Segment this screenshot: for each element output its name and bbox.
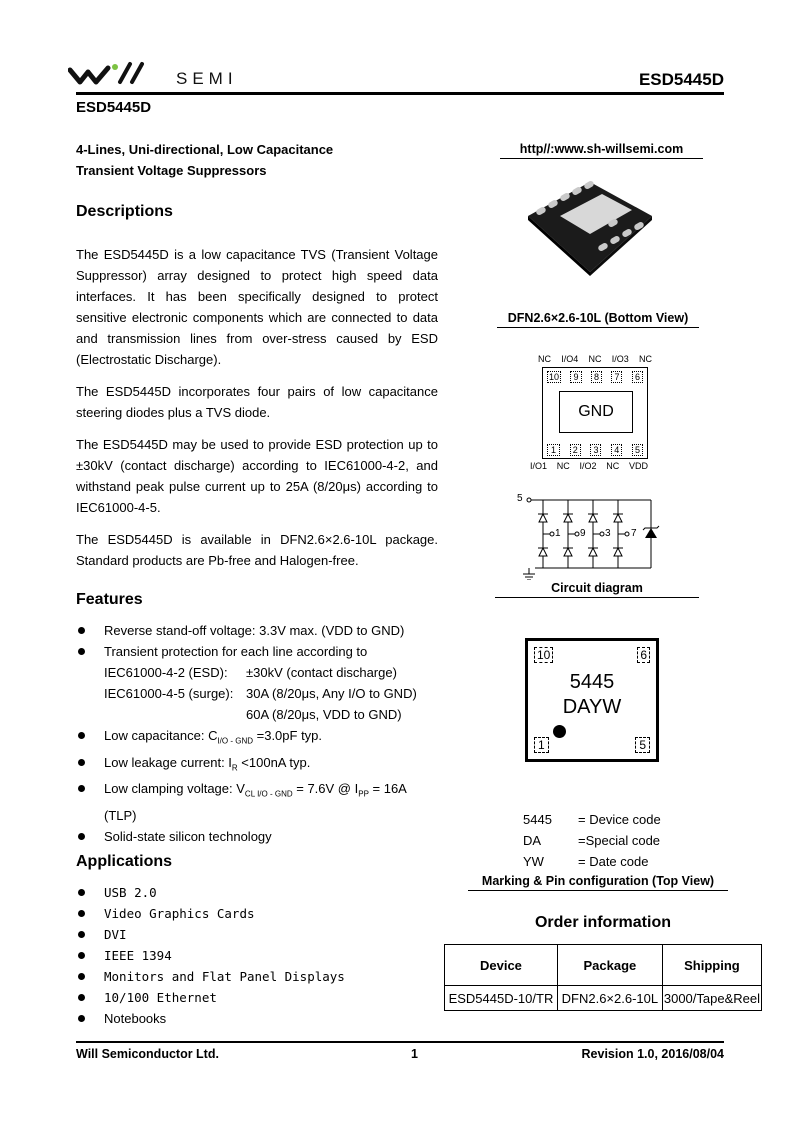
circuit-diagram [515,490,665,580]
pad-number: 6 [632,371,643,383]
marking-pin6: 6 [637,647,650,663]
gnd-label: GND [578,403,614,420]
pinout-bottom-labels [530,461,648,471]
list-item: Low clamping voltage: $V_{CL I/O - GND} = 7.6V$ @ $I_{PP} = 16A$ (TLP) [76,778,440,826]
legend-row: DA =Special code [523,833,661,848]
table-cell: ESD5445D-10/TR [445,986,558,1011]
list-item: IEEE 1394 [76,945,440,966]
pin1-dot [553,725,566,738]
marking-pin10: 10 [534,647,553,663]
pad-number: 5 [632,444,643,456]
pin-label: NC [638,354,652,364]
gnd-pad [559,391,633,433]
pin-label: NC [588,354,602,364]
column-header: Shipping [662,945,761,986]
header-part-number: ESD5445D [638,70,724,89]
list-item: Transient protection for each line according to IEC61000-4-2 (ESD): ±30kV (contact discharge) IEC61000-4-5 (surge): 30A (8/20μs, Any I/O to GND) 60A (8/20μs, VDD to GND) [76,641,440,725]
circuit-caption: Circuit diagram [495,581,699,598]
table-cell: DFN2.6×2.6-10L [557,986,662,1011]
applications-heading: Applications [76,853,173,870]
pin-label: I/O2 [579,461,597,471]
features-list [76,620,440,847]
package-caption: DFN2.6×2.6-10L (Bottom View) [497,311,699,328]
descriptions-body [76,244,438,571]
marking-legend [523,809,661,872]
circuit-label-7: 7 [631,528,637,539]
pinout-top-labels [538,354,652,364]
description-paragraph: The ESD5445D is a low capacitance TVS (Transient Voltage Suppressor) array designed to protect high speed data interfaces. It has been specifically designed to protect sensitive electronic components which are connected to data and transmission lines from over-stress caused by ESD (Electrostatic Discharge). [76,247,438,367]
applications-list [76,882,440,1029]
footer-rule [76,1041,724,1043]
table-cell: 3000/Tape&Reel [662,986,761,1011]
brand-name: SEMI [176,69,238,88]
marking-pin5: 5 [635,737,650,753]
pad-number: 7 [611,371,622,383]
footer-company: Will Semiconductor Ltd. [76,1047,219,1061]
marking-pin1: 1 [534,737,549,753]
pinout-diagram [530,354,658,474]
footer-revision: Revision 1.0, 2016/08/04 [581,1047,724,1061]
pad-number: 8 [591,371,602,383]
column-header: Package [557,945,662,986]
pad-number: 3 [590,444,601,456]
description-paragraph: The ESD5445D is available in DFN2.6×2.6-10L package. Standard products are Pb-free and Halogen-free. [76,532,438,568]
marking-diagram [525,638,659,762]
product-subtitle [76,139,333,181]
descriptions-heading: Descriptions [76,203,173,220]
column-header: Device [445,945,558,986]
circuit-label-1: 1 [555,528,561,539]
circuit-label-9: 9 [580,528,586,539]
pin-label: NC [556,461,570,471]
description-paragraph: The ESD5445D incorporates four pairs of low capacitance steering diodes plus a TVS diode. [76,384,438,420]
pad-number: 1 [547,444,560,456]
pad-number: 9 [570,371,581,383]
circuit-label-5: 5 [517,493,523,504]
list-item: Solid-state silicon technology [76,826,440,847]
pinout-bottom-pads [547,444,643,456]
list-item: 10/100 Ethernet [76,987,440,1008]
pin-label: VDD [628,461,648,471]
pinout-body [542,367,648,459]
marking-line2: DAYW [562,696,622,718]
table-header-row [445,945,762,986]
pinout-top-pads [547,371,643,383]
website-link[interactable]: http//:www.sh-willsemi.com [500,142,703,159]
pad-number: 2 [570,444,581,456]
pin-label: NC [606,461,620,471]
pin-label: I/O3 [611,354,629,364]
package-image [520,178,660,278]
description-paragraph: The ESD5445D may be used to provide ESD protection up to ±30kV (contact discharge) according to IEC61000-4-2, and withstand peak pulse current up to 25A (8/20μs) according to IEC61000-4-5. [76,437,438,515]
footer-page-number: 1 [411,1047,418,1061]
list-item: Notebooks [76,1008,440,1029]
pin-label: I/O1 [530,461,548,471]
marking-line1: 5445 [569,671,615,693]
list-item: Monitors and Flat Panel Displays [76,966,440,987]
subtitle-line-2: Transient Voltage Suppressors [76,163,267,178]
legend-row: 5445 = Device code [523,812,661,827]
company-logo [68,58,178,88]
pad-number: 4 [611,444,622,456]
list-item: DVI [76,924,440,945]
list-item: Low leakage current: $I_R <100nA$ typ. [76,752,440,779]
subtitle-line-1: 4-Lines, Uni-directional, Low Capacitance [76,142,334,157]
list-item: Reverse stand-off voltage: 3.3V max. (VDD to GND) [76,620,440,641]
pin-label: I/O4 [561,354,579,364]
features-heading: Features [76,591,143,608]
pad-number: 10 [549,372,560,382]
list-item: Video Graphics Cards [76,903,440,924]
table-row [445,986,762,1011]
circuit-label-3: 3 [605,528,611,539]
list-item: USB 2.0 [76,882,440,903]
list-item: Low capacitance: $C_{I/O - GND} =3.0pF$ typ. [76,725,440,752]
marking-caption: Marking & Pin configuration (Top View) [468,874,728,891]
pin-label: NC [538,354,551,364]
order-heading: Order information [534,914,671,931]
header-rule [76,92,724,95]
page-title: ESD5445D [76,99,152,116]
order-table [444,944,762,1011]
legend-row: YW = Date code [523,854,649,869]
